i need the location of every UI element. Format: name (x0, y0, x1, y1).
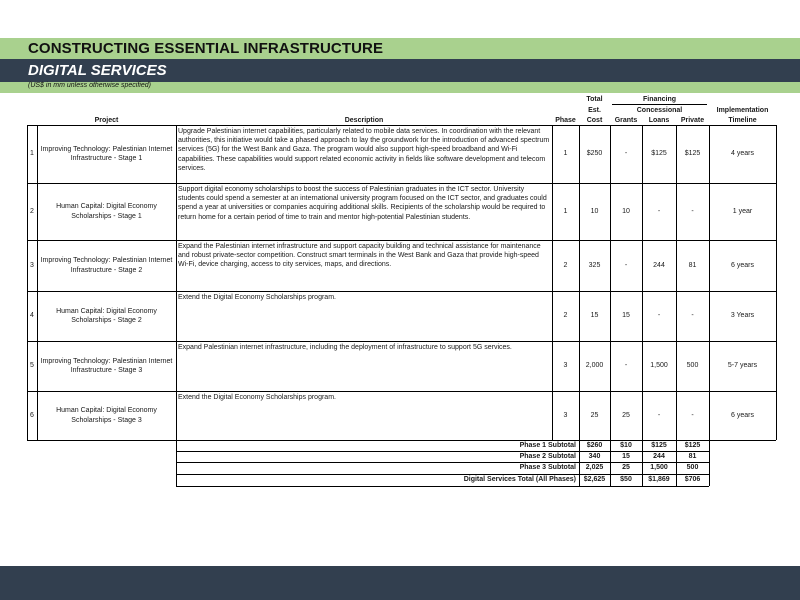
subtotal-label: Phase 3 Subtotal (519, 464, 576, 471)
row-timeline: 1 year (732, 207, 753, 215)
row-grants: - (624, 362, 628, 370)
row-cost: 25 (590, 411, 599, 419)
row-number: 3 (30, 261, 34, 269)
row-loans: $125 (651, 150, 667, 158)
row-project: Improving Technology: Palestinian Internet Infrastructure - Stage 1 (40, 145, 173, 162)
row-description: Support digital economy scholarships to boost the success of Palestinian graduates in the ICT sector. University students could spend a semester at an international university program focused on the ICT sector, and graduates could spend a year at universities or companies acquiring additional skills. Recipients of the scholarship would be required to return home for a certain period of time to train and mentor high-potential Palestinian students. (178, 186, 547, 221)
subtotal-label: Phase 1 Subtotal (519, 442, 576, 449)
total-cost: $2,625 (583, 476, 606, 483)
row-description: Expand Palestinian internet infrastructure, including the deployment of infrastructure to support 5G services. (178, 344, 512, 351)
row-number: 5 (30, 362, 34, 370)
row-timeline: 4 years (731, 150, 754, 158)
row-loans: - (657, 312, 661, 320)
units-note: (US$ in mm unless otherwise specified) (28, 82, 151, 89)
subtotal-label: Phase 2 Subtotal (519, 453, 576, 460)
financing-underline (612, 104, 707, 105)
row-phase: 2 (563, 261, 568, 269)
row-cost: 2,000 (585, 362, 604, 370)
header-timeline-2: Timeline (728, 117, 757, 124)
row-project: Human Capital: Digital Economy Scholarships - Stage 2 (56, 307, 157, 324)
row-cost: $250 (586, 150, 603, 158)
row-project: Improving Technology: Palestinian Internet Infrastructure - Stage 3 (40, 357, 173, 374)
header-financing: Financing (642, 96, 677, 103)
row-phase: 1 (563, 207, 568, 215)
footer-band (0, 566, 800, 600)
row-grants: 25 (622, 411, 630, 419)
row-grants: - (624, 150, 628, 158)
subtotal-loans: 244 (653, 453, 665, 460)
col-divider (37, 125, 38, 440)
subtotal-rule (176, 486, 709, 487)
row-number: 1 (30, 150, 34, 158)
row-timeline: 6 years (731, 261, 754, 269)
subtotal-loans: $125 (651, 442, 667, 449)
subtitle-band (0, 59, 800, 82)
header-project: Project (94, 117, 119, 124)
row-grants: - (624, 261, 628, 269)
row-phase: 1 (563, 150, 568, 158)
subtotal-loans: 1,500 (650, 464, 668, 471)
row-grants: 10 (622, 207, 630, 215)
row-project: Human Capital: Digital Economy Scholarships - Stage 3 (56, 407, 157, 424)
row-loans: - (657, 207, 661, 215)
row-private: - (691, 312, 694, 320)
row-timeline: 5-7 years (727, 362, 758, 370)
header-grants: Grants (614, 117, 638, 124)
row-number: 6 (30, 411, 34, 419)
header-private: Private (680, 117, 705, 124)
row-number: 4 (30, 312, 34, 320)
row-private: 500 (686, 362, 699, 370)
subtotal-private: 81 (688, 453, 697, 460)
total-private: $706 (684, 476, 701, 483)
subtotal-grants: $10 (620, 442, 632, 449)
row-loans: - (657, 411, 661, 419)
row-description: Extend the Digital Economy Scholarships program. (178, 294, 336, 301)
total-grants: $50 (620, 476, 632, 483)
subtotal-rule (176, 451, 709, 452)
subtotal-cost: $260 (586, 442, 603, 449)
row-number: 2 (30, 207, 34, 215)
title-band (0, 38, 800, 59)
row-phase: 2 (563, 312, 568, 320)
row-project: Improving Technology: Palestinian Internet Infrastructure - Stage 2 (40, 257, 173, 274)
row-private: $125 (684, 150, 701, 158)
header-total-1: Total (586, 96, 603, 103)
header-total-3: Cost (586, 117, 603, 124)
header-timeline-1: Implementation (716, 107, 769, 114)
row-loans: 1,500 (650, 362, 668, 370)
subtotal-cost: 340 (588, 453, 601, 460)
note-band (0, 82, 800, 93)
header-description: Description (344, 117, 384, 124)
col-divider (776, 125, 777, 440)
subtotal-cost: 2,025 (585, 464, 604, 471)
row-project: Human Capital: Digital Economy Scholarships - Stage 1 (56, 203, 157, 220)
row-loans: 244 (653, 261, 665, 269)
row-private: - (691, 411, 694, 419)
header-concessional: Concessional (636, 107, 683, 114)
section-title: DIGITAL SERVICES (28, 62, 167, 79)
total-label: Digital Services Total (All Phases) (463, 476, 576, 483)
row-private: 81 (688, 261, 697, 269)
header-loans: Loans (648, 117, 670, 124)
table-bottom-rule (27, 440, 776, 441)
subtotal-private: $125 (684, 442, 701, 449)
subtotal-grants: 15 (622, 453, 630, 460)
row-phase: 3 (563, 362, 568, 370)
row-description: Upgrade Palestinian internet capabilities, particularly related to mobile data services. In coordination with the relevant authorities, this initiative would take a phased approach to lay the groundwork for the introduction of advanced spectrum services (5G) for the West Bank and Gaza. The program would also support high-speed broadband and Wi-Fi capabilities. These capabilities would support related economic activity in fields like software development and telecom services. (178, 128, 550, 172)
header-total-2: Est. (588, 107, 601, 114)
page-title: CONSTRUCTING ESSENTIAL INFRASTRUCTURE (28, 40, 384, 57)
subtotal-rule (176, 474, 709, 475)
row-cost: 325 (588, 261, 601, 269)
row-private: - (691, 207, 694, 215)
row-timeline: 6 years (731, 411, 754, 419)
row-description: Expand the Palestinian internet infrastructure and support capacity building and technical assistance for maintenance and robust private-sector competition. Construct smart terminals in the West Bank and Gaza that provide high-speed Wi-Fi, device charging, access to city services, maps, and directions. (178, 243, 541, 269)
subtotal-private: 500 (686, 464, 699, 471)
row-phase: 3 (563, 411, 568, 419)
row-cost: 15 (590, 312, 599, 320)
subtotal-grants: 25 (622, 464, 630, 471)
row-description: Extend the Digital Economy Scholarships program. (178, 394, 336, 401)
header-phase: Phase (555, 117, 576, 124)
row-grants: 15 (622, 312, 630, 320)
subtotal-rule (176, 462, 709, 463)
total-loans: $1,869 (648, 476, 670, 483)
row-cost: 10 (590, 207, 599, 215)
row-timeline: 3 Years (730, 312, 755, 320)
